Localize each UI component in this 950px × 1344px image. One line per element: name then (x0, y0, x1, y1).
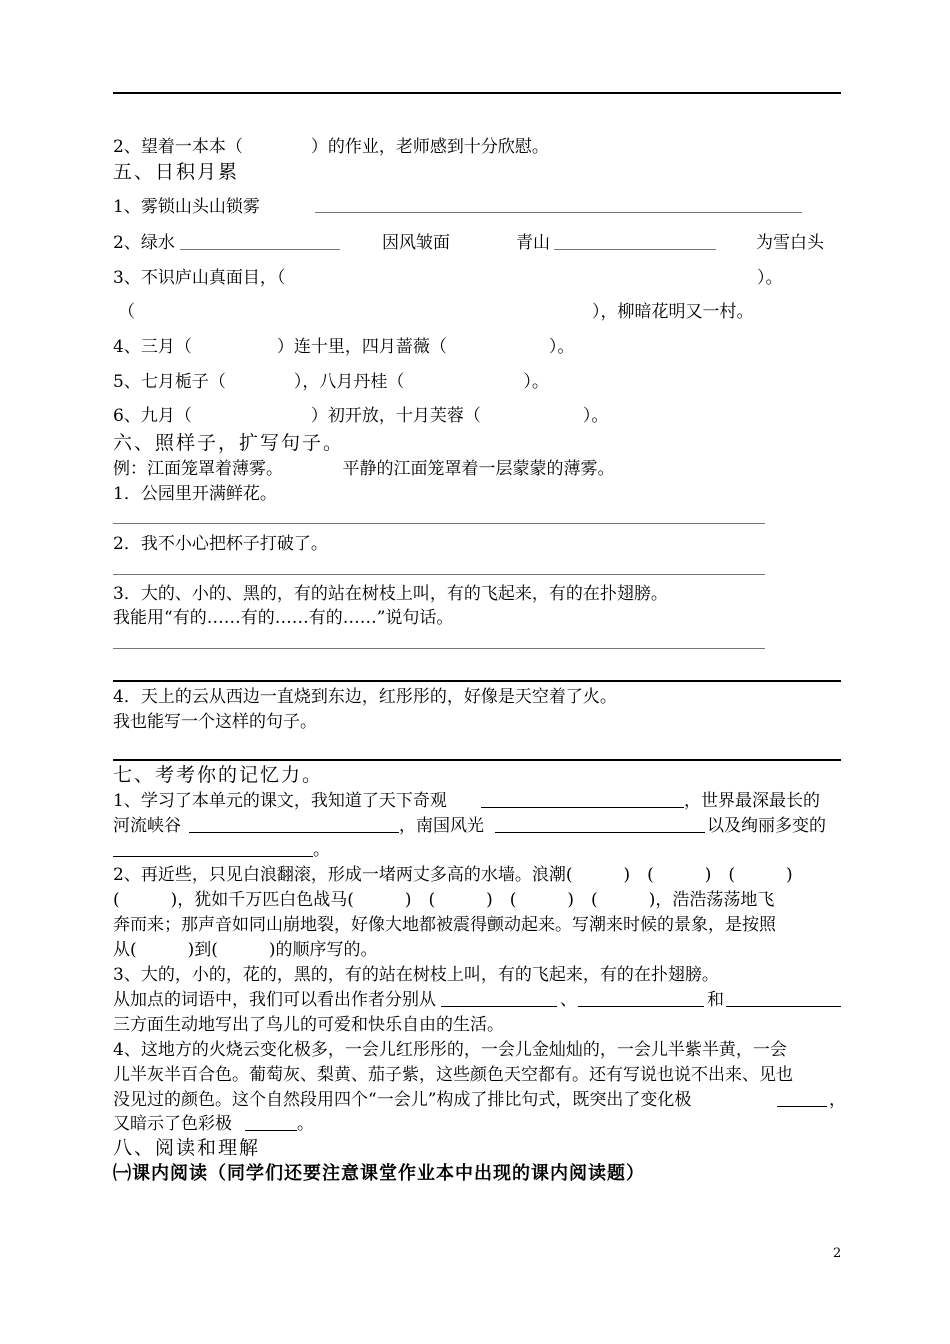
s5-item-2c: 青山 (516, 233, 550, 253)
s5-item-3b: ）。 (757, 268, 783, 288)
section-5-title: 五、日积月累 (113, 161, 240, 183)
s7-p2-line3: 奔而来；那声音如同山崩地裂，好像大地都被震得颤动起来。写潮来时候的景象，是按照 (113, 915, 776, 935)
section-8-title: 八、阅读和理解 (113, 1137, 261, 1159)
s6-q2: 2．我不小心把杯子打破了。 (113, 534, 328, 554)
s6-q3b: 我能用“有的……有的……有的……”说句话。 (113, 608, 454, 628)
s6-q4-answer-rule (113, 759, 841, 761)
s5-item-5: 5、七月栀子（ ），八月丹桂（ ）。 (113, 372, 549, 392)
s7-p3-line2a: 从加点的词语中，我们可以看出作者分别从 (113, 990, 436, 1010)
s5-item-3a: 3、不识庐山真面目，（ (113, 268, 286, 288)
s7-p3-line2b: 、 (560, 990, 577, 1010)
s5-item-4: 4、三月（ ）连十里，四月蔷薇（ ）。 (113, 337, 575, 357)
s7-p4-line3a: 没见过的颜色。这个自然段用四个“一会儿”构成了排比句式，既突出了变化极 (113, 1090, 692, 1110)
s7-p1-line2b: ，南国风光 (399, 816, 484, 836)
s4-item-2: 2、望着一本本（ ）的作业，老师感到十分欣慰。 (113, 137, 549, 157)
s7-p1-line1a: 1、学习了本单元的课文，我知道了天下奇观 (113, 791, 447, 811)
s7-p2-line1: 2、再近些，只见白浪翻滚，形成一堵两丈多高的水墙。浪潮( ) ( ) ( ) (113, 865, 793, 885)
s5-item-6: 6、九月（ ）初开放，十月芙蓉（ ）。 (113, 406, 609, 426)
s5-item-2b: 因风皱面 (382, 233, 450, 253)
s7-p1-line2a: 河流峡谷 (113, 816, 181, 836)
s7-p1-blank-4 (113, 856, 313, 857)
s7-p4-line3b: ， (829, 1090, 846, 1110)
s7-p3-blank-2 (578, 1006, 704, 1007)
s6-q4-top-rule (113, 680, 841, 682)
s7-p4-line2: 儿半灰半百合色。葡萄灰、梨黄、茄子紫，这些颜色天空都有。还有写说也说不出来、见也 (113, 1065, 793, 1085)
s5-item-2d: 为雪白头 (756, 233, 824, 253)
s7-p3-line3: 三方面生动地写出了鸟儿的可爱和快乐自由的生活。 (113, 1015, 504, 1035)
s7-p1-line1b: ，世界最深最长的 (684, 791, 820, 811)
s7-p1-blank-1 (481, 807, 684, 808)
s5-item-2-blank-2 (554, 249, 716, 250)
s6-q2-answer-line (113, 574, 765, 575)
s7-p3-blank-3 (726, 1006, 841, 1007)
s7-p1-line3: 。 (313, 840, 330, 860)
s6-q1-answer-line (113, 523, 765, 524)
page-number: 2 (833, 1246, 842, 1261)
s7-p4-blank-2 (245, 1130, 297, 1131)
s7-p3-blank-1 (441, 1006, 557, 1007)
s5-item-3d: ），柳暗花明又一村。 (592, 302, 754, 322)
s7-p2-line4: 从( )到( )的顺序写的。 (113, 940, 378, 960)
s7-p1-blank-3 (495, 832, 705, 833)
s7-p3-line1: 3、大的，小的，花的，黑的，有的站在树枝上叫，有的飞起来，有的在扑翅膀。 (113, 965, 719, 985)
s7-p2-line2: ( )，犹如千万匹白色战马( ) ( ) ( ) ( )，浩浩荡荡地飞 (113, 890, 775, 910)
top-rule (113, 92, 841, 94)
s8-subtitle: ㈠课内阅读（同学们还要注意课堂作业本中出现的课内阅读题） (113, 1163, 645, 1184)
s6-q4: 4．天上的云从西边一直烧到东边，红彤彤的，好像是天空着了火。 (113, 687, 617, 707)
section-6-title: 六、照样子，扩写句子。 (113, 432, 345, 454)
s5-item-2a: 2、绿水 (113, 233, 175, 253)
s7-p4-line4b: 。 (297, 1114, 314, 1134)
s7-p4-line1: 4、这地方的火烧云变化极多，一会儿红彤彤的，一会儿金灿灿的，一会儿半紫半黄，一会 (113, 1040, 787, 1060)
s5-item-1: 1、雾锁山头山锁雾 (113, 197, 260, 217)
s6-q3-answer-line (113, 648, 765, 649)
s7-p3-line2c: 和 (707, 990, 724, 1010)
s5-item-2-blank-1 (180, 249, 340, 250)
s7-p1-line2c: 以及绚丽多变的 (707, 816, 826, 836)
section-7-title: 七、考考你的记忆力。 (113, 764, 324, 786)
s5-item-1-blank (315, 212, 802, 213)
s7-p4-line4a: 又暗示了色彩极 (113, 1114, 232, 1134)
s7-p1-blank-2 (189, 832, 399, 833)
s6-q1: 1．公园里开满鲜花。 (113, 484, 277, 504)
s5-item-3c: （ (118, 302, 135, 322)
s6-example: 例：江面笼罩着薄雾。 平静的江面笼罩着一层蒙蒙的薄雾。 (113, 459, 615, 479)
s7-p4-blank-1 (777, 1106, 827, 1107)
s6-q4b: 我也能写一个这样的句子。 (113, 712, 317, 732)
s6-q3: 3．大的、小的、黑的，有的站在树枝上叫，有的飞起来，有的在扑翅膀。 (113, 584, 668, 604)
